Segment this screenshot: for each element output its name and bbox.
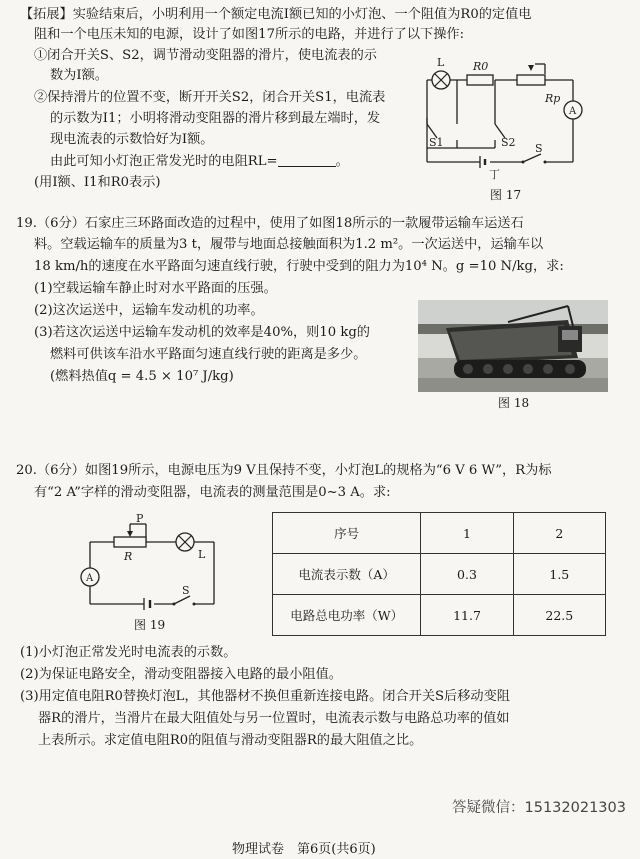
figure-19-caption: 图 19 [134,618,166,632]
label-Rp: Rp [545,92,561,105]
q20-sub-1: (1)小灯泡正常发光时电流表的示数。 [20,645,237,660]
table-cell: 11.7 [421,595,513,636]
table-row [273,554,606,595]
q20-line-1: 20.（6分）如图19所示，电源电压为9 V且保持不变，小灯泡L的规格为“6 V 6 W”，R为标 [16,463,552,478]
table-header-cell: 序号 [273,513,421,554]
page-footer: 物理试卷 第6页(共6页) [232,842,376,857]
figure-17-caption: 图 17 [490,188,522,202]
table-header-cell: 1 [421,513,513,554]
q20-sub-3a: (3)用定值电阻R0替换灯泡L，其他器材不换但重新连接电路。闭合开关S后移动变阻 [20,689,510,704]
label-P: P [136,512,144,525]
q19-sub-3b: 燃料可供该车沿水平路面匀速直线行驶的距离是多少。 [50,347,367,362]
q19-line-1: 19.（6分）石家庄三环路面改造的过程中，使用了如图18所示的一款履带运输车运送石 [16,216,524,231]
label-S3: S [182,584,190,597]
figure-17-circuit [405,44,605,184]
label-L2: L [198,548,206,561]
ext-step-2c: 现电流表的示数恰好为I额。 [50,132,214,147]
table-header-cell: 2 [513,513,605,554]
ext-line-1: 【拓展】实验结束后，小明利用一个额定电流I额已知的小灯泡、一个阻值为R0的定值电 [20,7,532,22]
ext-note: (用I额、I1和R0表示) [34,175,161,190]
label-S1: S1 [429,136,444,149]
label-R: R [124,550,133,563]
q19-sub-3a: (3)若这次运送中运输车发动机的效率是40%，则10 kg的 [34,325,370,340]
label-ding: 丁 [489,168,500,181]
ext-step-1b: 数为I额。 [50,68,108,83]
table-row [273,595,606,636]
label-A: A [569,106,577,117]
q20-sub-3c: 上表所示。求定值电阻R0的阻值与滑动变阻器R的最大阻值之比。 [38,733,423,748]
table-header-row [273,513,606,554]
figure-18-caption: 图 18 [498,396,530,410]
label-S: S [535,142,543,155]
q20-sub-2: (2)为保证电路安全，滑动变阻器接入电路的最小阻值。 [20,667,342,682]
contact-wechat: 答疑微信：15132021303 [452,800,626,816]
figure-19-circuit [74,512,244,616]
label-A2: A [86,573,94,584]
table-cell: 22.5 [513,595,605,636]
ext-step-1: ①闭合开关S、S2，调节滑动变阻器的滑片，使电流表的示 [34,48,377,63]
label-L: L [437,56,445,69]
ext-result [50,153,349,171]
table-cell: 0.3 [421,554,513,595]
q19-line-2: 料。空载运输车的质量为3 t，履带与地面总接触面积为1.2 m²。一次运送中，运输车以 [34,237,544,252]
data-table [272,512,606,636]
q19-sub-3c: (燃料热值q = 4.5 × 10⁷ J/kg) [50,369,234,384]
q19-sub-2: (2)这次运送中，运输车发动机的功率。 [34,303,264,318]
rheostat-icon [517,75,545,85]
q20-line-2: 有“2 A”字样的滑动变阻器，电流表的测量范围是0~3 A。求: [34,485,391,500]
table-cell: 电流表示数（A） [273,554,421,595]
table-cell: 电路总电功率（W） [273,595,421,636]
answer-blank[interactable] [278,154,336,167]
table-cell: 1.5 [513,554,605,595]
ext-step-2b: 的示数为I1；小明将滑动变阻器的滑片移到最左端时，发 [50,111,381,126]
q19-line-3: 18 km/h的速度在水平路面匀速直线行驶，行驶中受到的阻力为10⁴ N。g =10 N/kg，求: [34,259,564,274]
ext-step-2: ②保持滑片的位置不变，断开开关S2，闭合开关S1，电流表 [34,90,386,105]
q20-sub-3b: 器R的滑片，当滑片在最大阻值处与另一位置时，电流表示数与电路总功率的值如 [38,711,510,726]
rheostat-r-icon [114,537,146,547]
ext-result-text: 由此可知小灯泡正常发光时的电阻RL= [50,154,278,169]
figure-18-truck-photo [418,300,608,392]
q19-sub-1: (1)空载运输车静止时对水平路面的压强。 [34,281,277,296]
ext-line-2: 阻和一个电压未知的电源，设计了如图17所示的电路，并进行了以下操作: [34,27,465,42]
ext-result-end: 。 [335,154,349,169]
resistor-r0-icon [467,75,493,85]
label-R0: R0 [473,60,489,73]
label-S2: S2 [501,136,516,149]
